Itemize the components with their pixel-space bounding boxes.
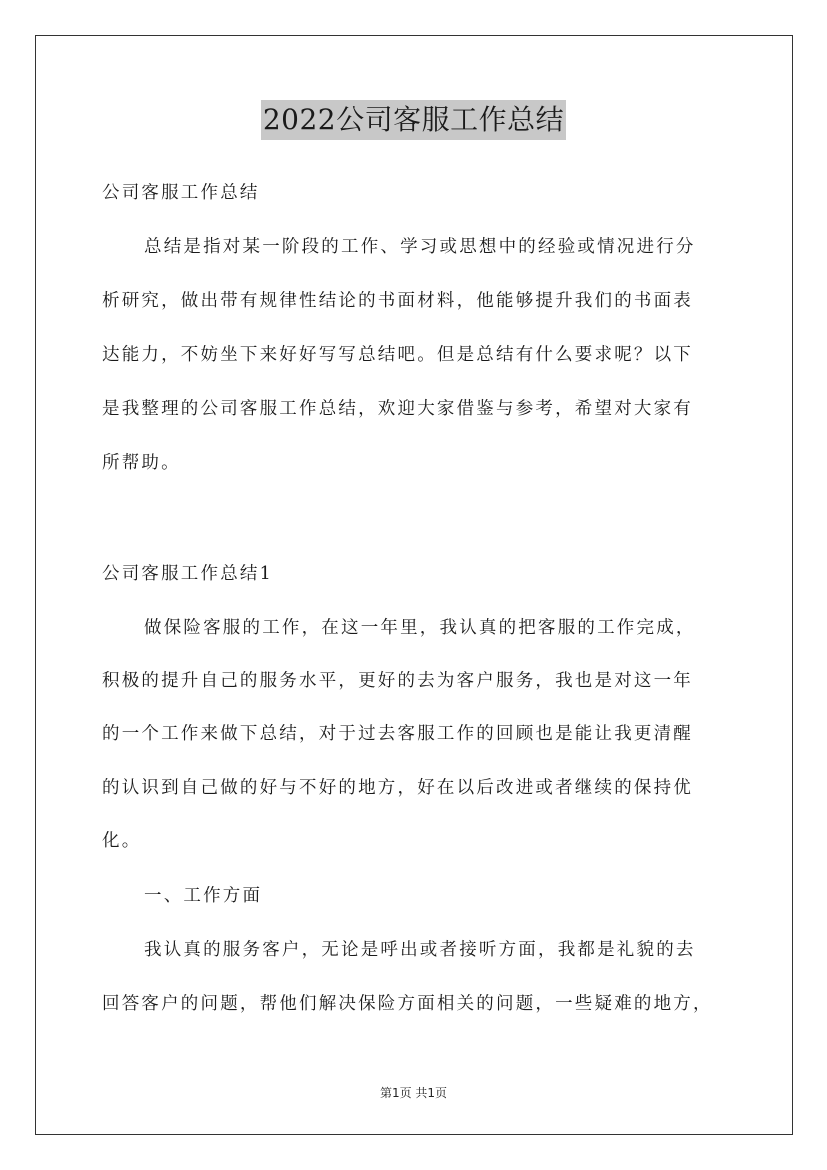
section-line: 的认识到自己做的好与不好的地方，好在以后改进或者继续的保持优 bbox=[102, 778, 693, 798]
subsection-line: 我认真的服务客户，无论是呼出或者接听方面，我都是礼貌的去 bbox=[144, 940, 696, 960]
section-heading: 公司客服工作总结1 bbox=[102, 564, 273, 584]
section-line: 的一个工作来做下总结，对于过去客服工作的回顾也是能让我更清醒 bbox=[102, 724, 693, 744]
intro-line: 析研究，做出带有规律性结论的书面材料，他能够提升我们的书面表 bbox=[102, 291, 693, 311]
subsection-heading: 一、工作方面 bbox=[144, 886, 263, 906]
subsection-line: 回答客户的问题，帮他们解决保险方面相关的问题，一些疑难的地方， bbox=[102, 994, 713, 1014]
intro-line: 是我整理的公司客服工作总结，欢迎大家借鉴与参考，希望对大家有 bbox=[102, 399, 693, 419]
intro-line: 所帮助。 bbox=[102, 453, 181, 473]
section-line: 积极的提升自己的服务水平，更好的去为客户服务，我也是对这一年 bbox=[102, 671, 693, 691]
section-line: 化。 bbox=[102, 831, 142, 851]
document-title: 2022公司客服工作总结 bbox=[261, 100, 566, 140]
title-container bbox=[0, 100, 827, 140]
section-line: 做保险客服的工作，在这一年里，我认真的把客服的工作完成， bbox=[144, 618, 696, 638]
document-subtitle: 公司客服工作总结 bbox=[102, 183, 260, 203]
intro-line: 总结是指对某一阶段的工作、学习或思想中的经验或情况进行分 bbox=[144, 237, 696, 257]
page-footer: 第1页 共1页 bbox=[379, 1086, 448, 1100]
intro-line: 达能力，不妨坐下来好好写写总结吧。但是总结有什么要求呢？以下 bbox=[102, 345, 693, 365]
